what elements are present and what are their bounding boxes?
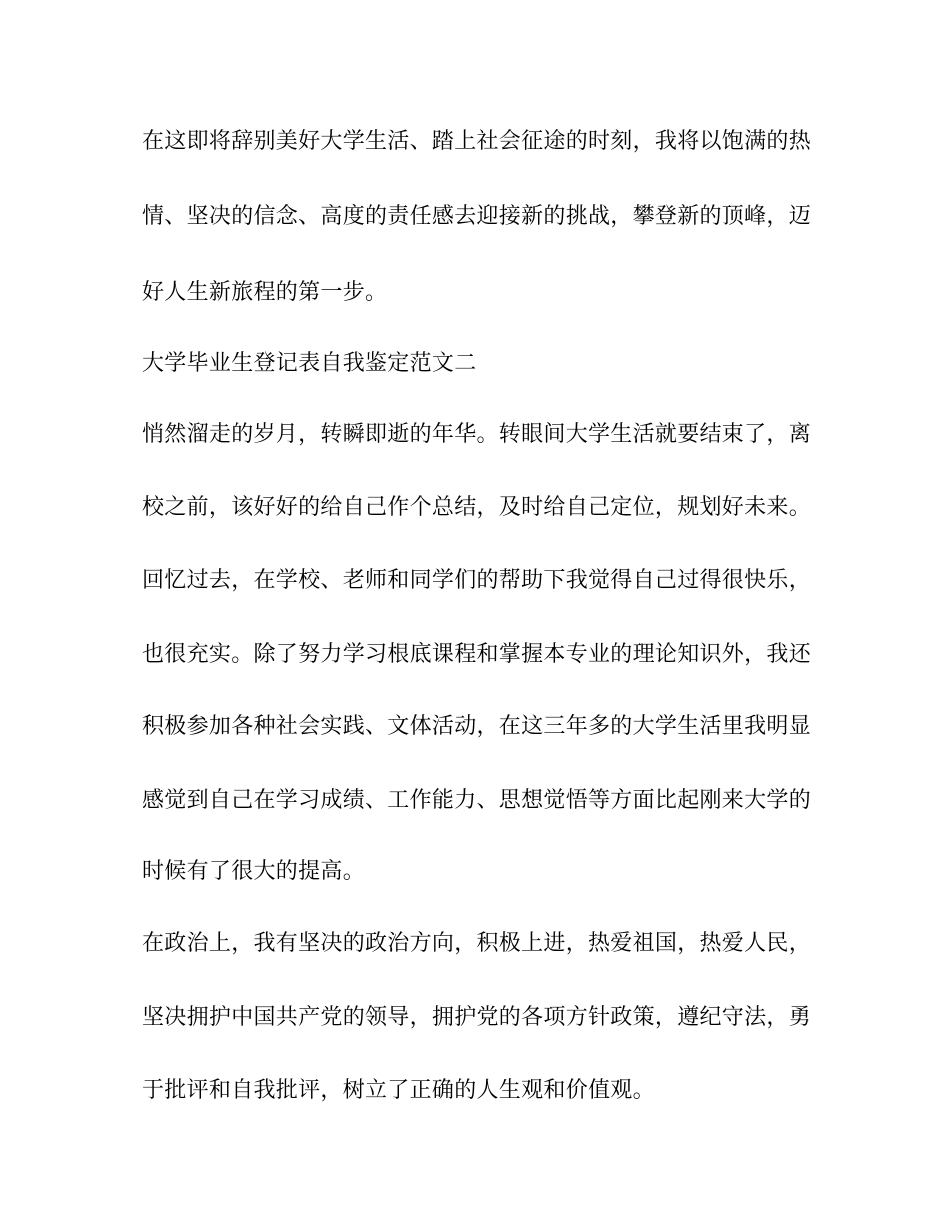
section-heading: 大学毕业生登记表自我鉴定范文二 — [142, 351, 477, 376]
paragraph-line: 积极参加各种社会实践、文体活动，在这三年多的大学生活里我明显 — [142, 714, 812, 739]
paragraph-line: 感觉到自己在学习成绩、工作能力、思想觉悟等方面比起刚来大学的 — [142, 788, 812, 813]
paragraph-line: 在这即将辞别美好大学生活、踏上社会征途的时刻，我将以饱满的热 — [142, 129, 812, 154]
paragraph-line: 于批评和自我批评，树立了正确的人生观和价值观。 — [142, 1078, 655, 1103]
paragraph-line: 时候有了很大的提高。 — [142, 859, 366, 884]
paragraph-line: 在政治上，我有坚决的政治方向，积极上进，热爱祖国，热爱人民， — [142, 931, 812, 956]
paragraph-line: 校之前，该好好的给自己作个总结，及时给自己定位，规划好未来。 — [142, 495, 812, 520]
paragraph-line: 也很充实。除了努力学习根底课程和掌握本专业的理论知识外，我还 — [142, 642, 812, 667]
paragraph-line: 回忆过去，在学校、老师和同学们的帮助下我觉得自己过得很快乐， — [142, 568, 812, 593]
paragraph-line: 情、坚决的信念、高度的责任感去迎接新的挑战，攀登新的顶峰，迈 — [142, 204, 812, 229]
paragraph-line: 悄然溜走的岁月，转瞬即逝的年华。转眼间大学生活就要结束了，离 — [142, 422, 812, 447]
paragraph-line: 好人生新旅程的第一步。 — [142, 280, 388, 305]
paragraph-line: 坚决拥护中国共产党的领导，拥护党的各项方针政策，遵纪守法，勇 — [142, 1005, 812, 1030]
